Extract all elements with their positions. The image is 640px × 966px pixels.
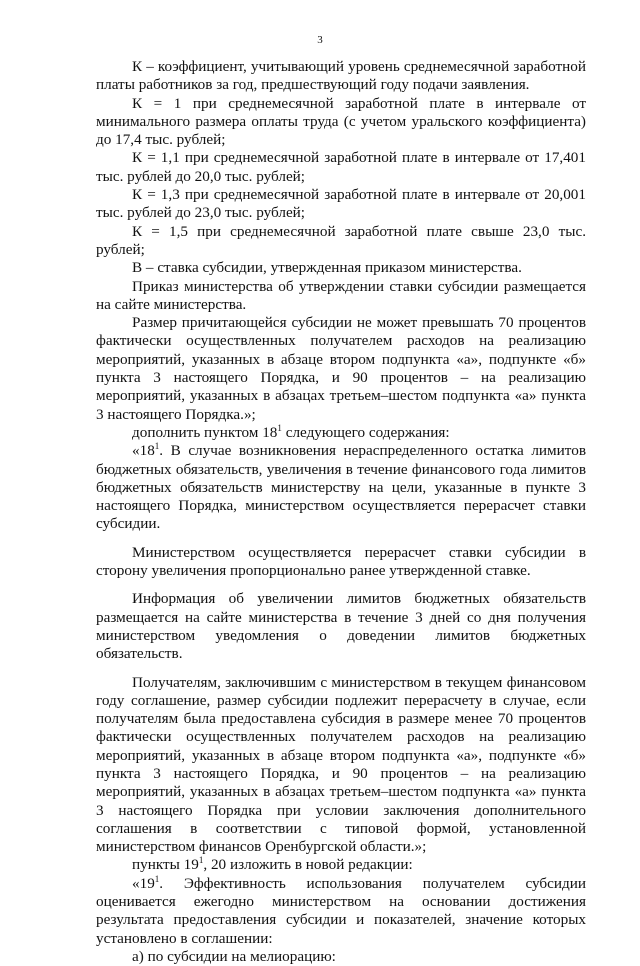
paragraph: К = 1,1 при среднемесячной заработной плате в интервале от 17,401 тыс. рублей до 20,0 тыс. рублей; [96, 149, 586, 185]
paragraph: Приказ министерства об утверждении ставки субсидии размещается на сайте министерства. [96, 277, 586, 313]
paragraph: Министерством осуществляется перерасчет ставки субсидии в сторону увеличения пропорционально ранее утвержденной ставке. [96, 543, 586, 580]
paragraph-point-18-1 [96, 442, 586, 533]
paragraph-text: дополнить пунктом 18 [132, 423, 278, 441]
superscript: 1 [154, 873, 160, 884]
document-body [96, 58, 586, 966]
paragraph-text: пункты 19 [132, 856, 199, 874]
paragraph-points-19-1-20 [96, 856, 586, 874]
paragraph-text: «18 [132, 442, 155, 460]
paragraph-add-point-18-1 [96, 424, 586, 442]
paragraph-text: . Эффективность использования получателем субсидии оценивается ежегодно министерством на основании достижения результата предоставления субсидии и показателей, значение которых установлено в соглашении: [96, 874, 586, 947]
superscript: 1 [198, 855, 204, 866]
page-number: 3 [317, 34, 323, 46]
paragraph-point-19-1 [96, 875, 586, 948]
paragraph: К – коэффициент, учитывающий уровень среднемесячной заработной платы работников за год, предшествующий году подачи заявления. [96, 58, 586, 94]
superscript: 1 [277, 422, 282, 433]
superscript: 1 [154, 441, 160, 452]
paragraph: Информация об увеличении лимитов бюджетных обязательств размещается на сайте министерства в течение 3 дней со дня получения министерством уведомления о доведении лимитов бюджетных обязательств. [96, 590, 586, 663]
paragraph-text: «19 [132, 874, 155, 892]
paragraph-text: следующего содержания: [281, 423, 450, 441]
paragraph: К = 1,5 при среднемесячной заработной плате свыше 23,0 тыс. рублей; [96, 222, 586, 258]
paragraph: К = 1 при среднемесячной заработной плате в интервале от минимального размера оплаты труда (с учетом уральского коэффициента) до 17,4 тыс. рублей; [96, 94, 586, 149]
paragraph-text: , 20 изложить в новой редакции: [203, 856, 413, 874]
paragraph: Получателям, заключившим с министерством в текущем финансовом году соглашение, размер субсидии подлежит перерасчету в случае, если получателям была предоставлена субсидия в размере менее 70 процентов фактически осуществленных получателем расходов на реализацию мероприятий, указанных в абзаце втором подпункта «а», подпункте «б» пункта 3 настоящего Порядка, и 90 процентов – на реализацию мероприятий, указанных в абзацах третьем–шестом подпункта «а» пункта 3 настоящего Порядка при условии заключения дополнительного соглашения в соответствии с типовой формой, установленной министерством финансов Оренбургской области.»; [96, 673, 586, 856]
paragraph: В – ставка субсидии, утвержденная приказом министерства. [132, 259, 522, 277]
paragraph-text: . В случае возникновения нераспределенного остатка лимитов бюджетных обязательств, увеличения в течение финансового года лимитов бюджетных обязательств министерству на цели, указанные в пункте 3 настоящего Порядка, министерством осуществляется перерасчет ставки субсидии. [96, 442, 586, 533]
paragraph: К = 1,3 при среднемесячной заработной плате в интервале от 20,001 тыс. рублей до 23,0 тыс. рублей; [96, 186, 586, 222]
paragraph: Размер причитающейся субсидии не может превышать 70 процентов фактически осуществленных получателем расходов на реализацию мероприятий, указанных в абзаце втором подпункта «а», подпункте «б» пункта 3 настоящего Порядка, и 90 процентов – на реализацию мероприятий, указанных в абзацах третьем–шестом подпункта «а» пункта 3 настоящего Порядка.»; [96, 314, 586, 423]
paragraph: а) по субсидии на мелиорацию: [132, 947, 336, 965]
